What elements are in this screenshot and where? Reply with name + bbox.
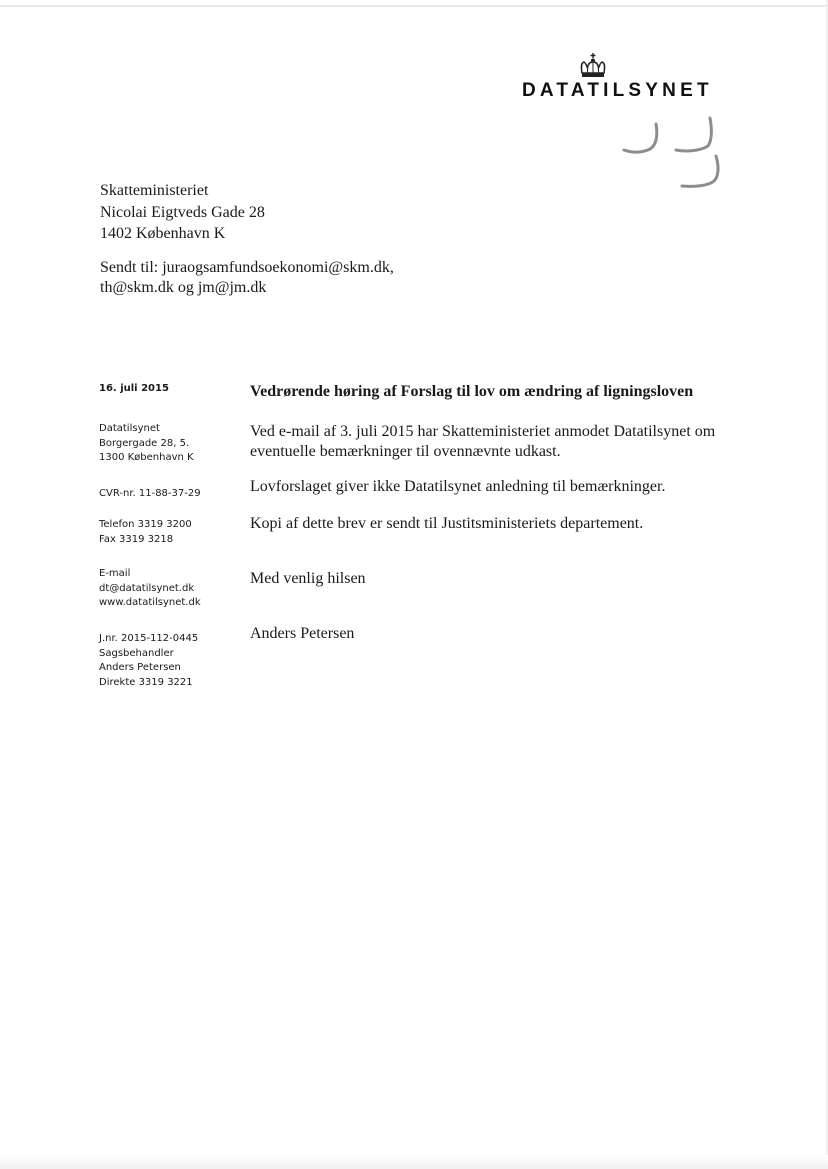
- organization-name: DATATILSYNET: [522, 80, 713, 101]
- recipient-street: Nicolai Eigtveds Gade 28: [100, 203, 265, 221]
- letter-date: 16. juli 2015: [99, 383, 169, 394]
- scan-edge-top: [0, 5, 828, 7]
- phone-number: Telefon 3319 3200: [99, 519, 192, 530]
- recipient-name: Skatteministeriet: [100, 182, 209, 199]
- sender-city: 1300 København K: [99, 452, 194, 463]
- contact-block: [99, 567, 239, 611]
- paragraph-3: Kopi af dette brev er sendt til Justitsministeriets departement.: [250, 515, 644, 532]
- email-address: dt@datatilsynet.dk: [99, 582, 195, 594]
- sender-name: Datatilsynet: [99, 423, 160, 434]
- sent-to-line-2: th@skm.dk og jm@jm.dk: [100, 279, 267, 296]
- email-label: E-mail: [99, 568, 131, 579]
- case-block: [99, 632, 239, 690]
- signatory: Anders Petersen: [250, 625, 355, 642]
- paragraph-2: Lovforslaget giver ikke Datatilsynet anledning til bemærkninger.: [250, 478, 666, 495]
- website: www.datatilsynet.dk: [99, 597, 201, 608]
- case-handler-label: Sagsbehandler: [99, 647, 174, 659]
- sent-to-line-1: Sendt til: juraogsamfundsoekonomi@skm.dk,: [100, 259, 394, 276]
- paragraph-1: [250, 422, 750, 462]
- sent-to-block: [100, 258, 394, 298]
- recipient-address: [100, 180, 265, 245]
- phone-block: [99, 518, 239, 547]
- letter-subject: Vedrørende høring af Forslag til lov om ændring af ligningsloven: [250, 383, 694, 400]
- letterhead-logo: [520, 52, 742, 108]
- closing: Med venlig hilsen: [250, 570, 366, 587]
- scan-edge-bottom: [0, 1155, 828, 1169]
- recipient-postal-city: 1402 København K: [100, 225, 226, 242]
- paragraph-1-line-1: Ved e-mail af 3. juli 2015 har Skatteministeriet anmodet Datatilsynet om: [250, 423, 716, 440]
- direct-phone: Direkte 3319 3221: [99, 676, 193, 688]
- paragraph-1-line-2: eventuelle bemærkninger til ovennævnte udkast.: [250, 443, 561, 460]
- fax-number: Fax 3319 3218: [99, 533, 174, 545]
- case-handler-name: Anders Petersen: [99, 662, 181, 673]
- cvr-number: CVR-nr. 11-88-37-29: [99, 488, 201, 499]
- sender-street: Borgergade 28, 5.: [99, 437, 190, 449]
- crown-icon: [578, 52, 608, 80]
- handwritten-mark: [620, 112, 730, 194]
- journal-number: J.nr. 2015-112-0445: [99, 633, 199, 644]
- sender-address: [99, 422, 239, 466]
